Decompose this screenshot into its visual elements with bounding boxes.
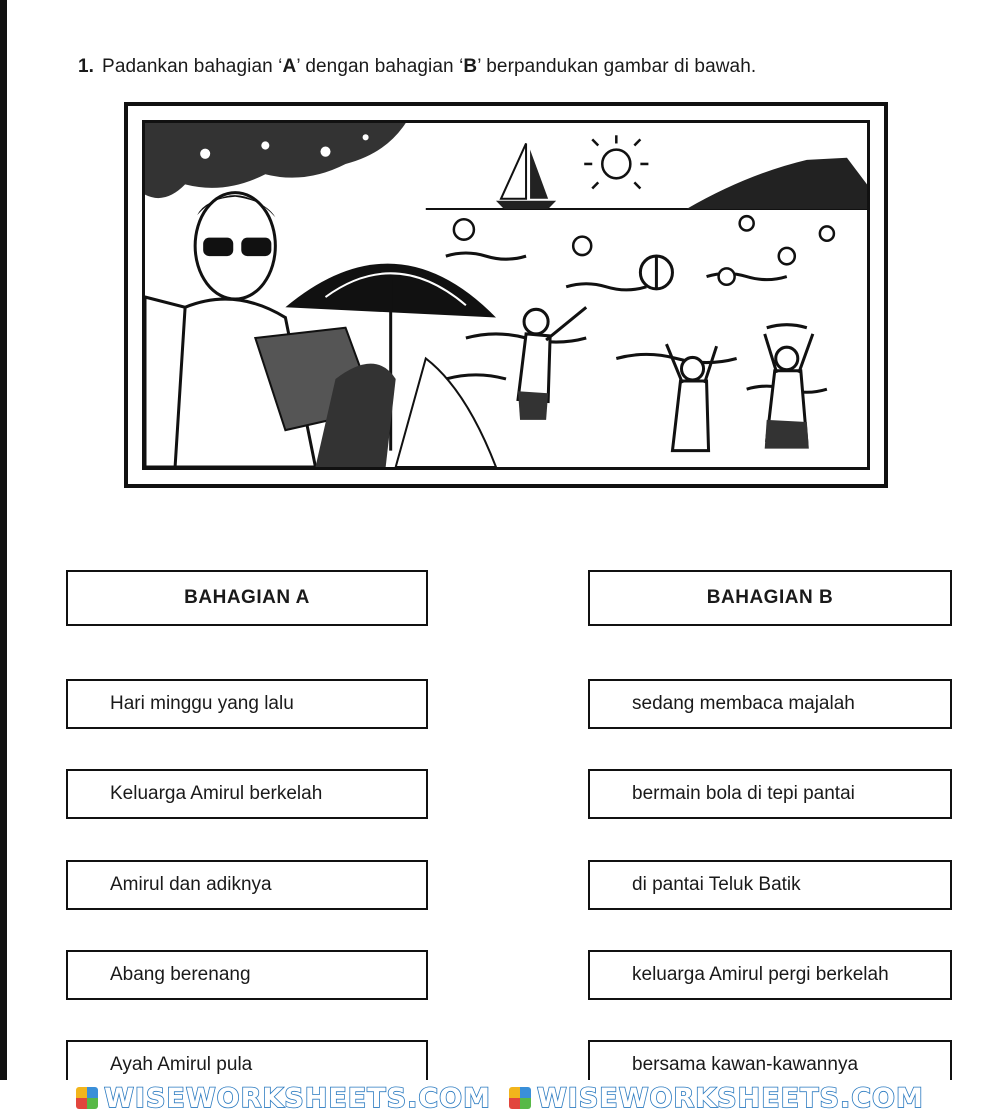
bahagian-a-item-3[interactable]: Amirul dan adiknya	[66, 860, 428, 910]
question-number: 1.	[78, 56, 95, 77]
bahagian-b-item-5[interactable]: bersama kawan-kawannya	[588, 1040, 952, 1090]
bahagian-b-item-1[interactable]: sedang membaca majalah	[588, 679, 952, 729]
bahagian-a-item-5[interactable]: Ayah Amirul pula	[66, 1040, 428, 1090]
bahagian-b-item-4[interactable]: keluarga Amirul pergi berkelah	[588, 950, 952, 1000]
bahagian-a-item-4[interactable]: Abang berenang	[66, 950, 428, 1000]
wiseworksheets-logo-icon	[509, 1087, 531, 1109]
brand-mark	[76, 1083, 491, 1114]
bahagian-b-item-3[interactable]: di pantai Teluk Batik	[588, 860, 952, 910]
brand-text: WISEWORKSHEETS.COM	[537, 1082, 924, 1114]
bahagian-a-heading: BAHAGIAN A	[66, 570, 428, 626]
bahagian-b-item-2[interactable]: bermain bola di tepi pantai	[588, 769, 952, 819]
bahagian-a-item-2[interactable]: Keluarga Amirul berkelah	[66, 769, 428, 819]
left-edge-bar	[0, 0, 7, 1080]
bahagian-a-item-1[interactable]: Hari minggu yang lalu	[66, 679, 428, 729]
brand-text: WISEWORKSHEETS.COM	[104, 1082, 491, 1114]
bahagian-b-heading: BAHAGIAN B	[588, 570, 952, 626]
beach-scene-illustration-icon	[145, 123, 867, 467]
brand-mark-repeat	[509, 1083, 924, 1114]
wiseworksheets-logo-icon	[76, 1087, 98, 1109]
beach-picture-frame	[124, 102, 888, 488]
question-instruction: 1. Padankan bahagian ‘A’ dengan bahagian ‘B’ berpandukan gambar di bawah.	[78, 56, 757, 77]
wiseworksheets-watermark	[0, 1080, 1000, 1116]
